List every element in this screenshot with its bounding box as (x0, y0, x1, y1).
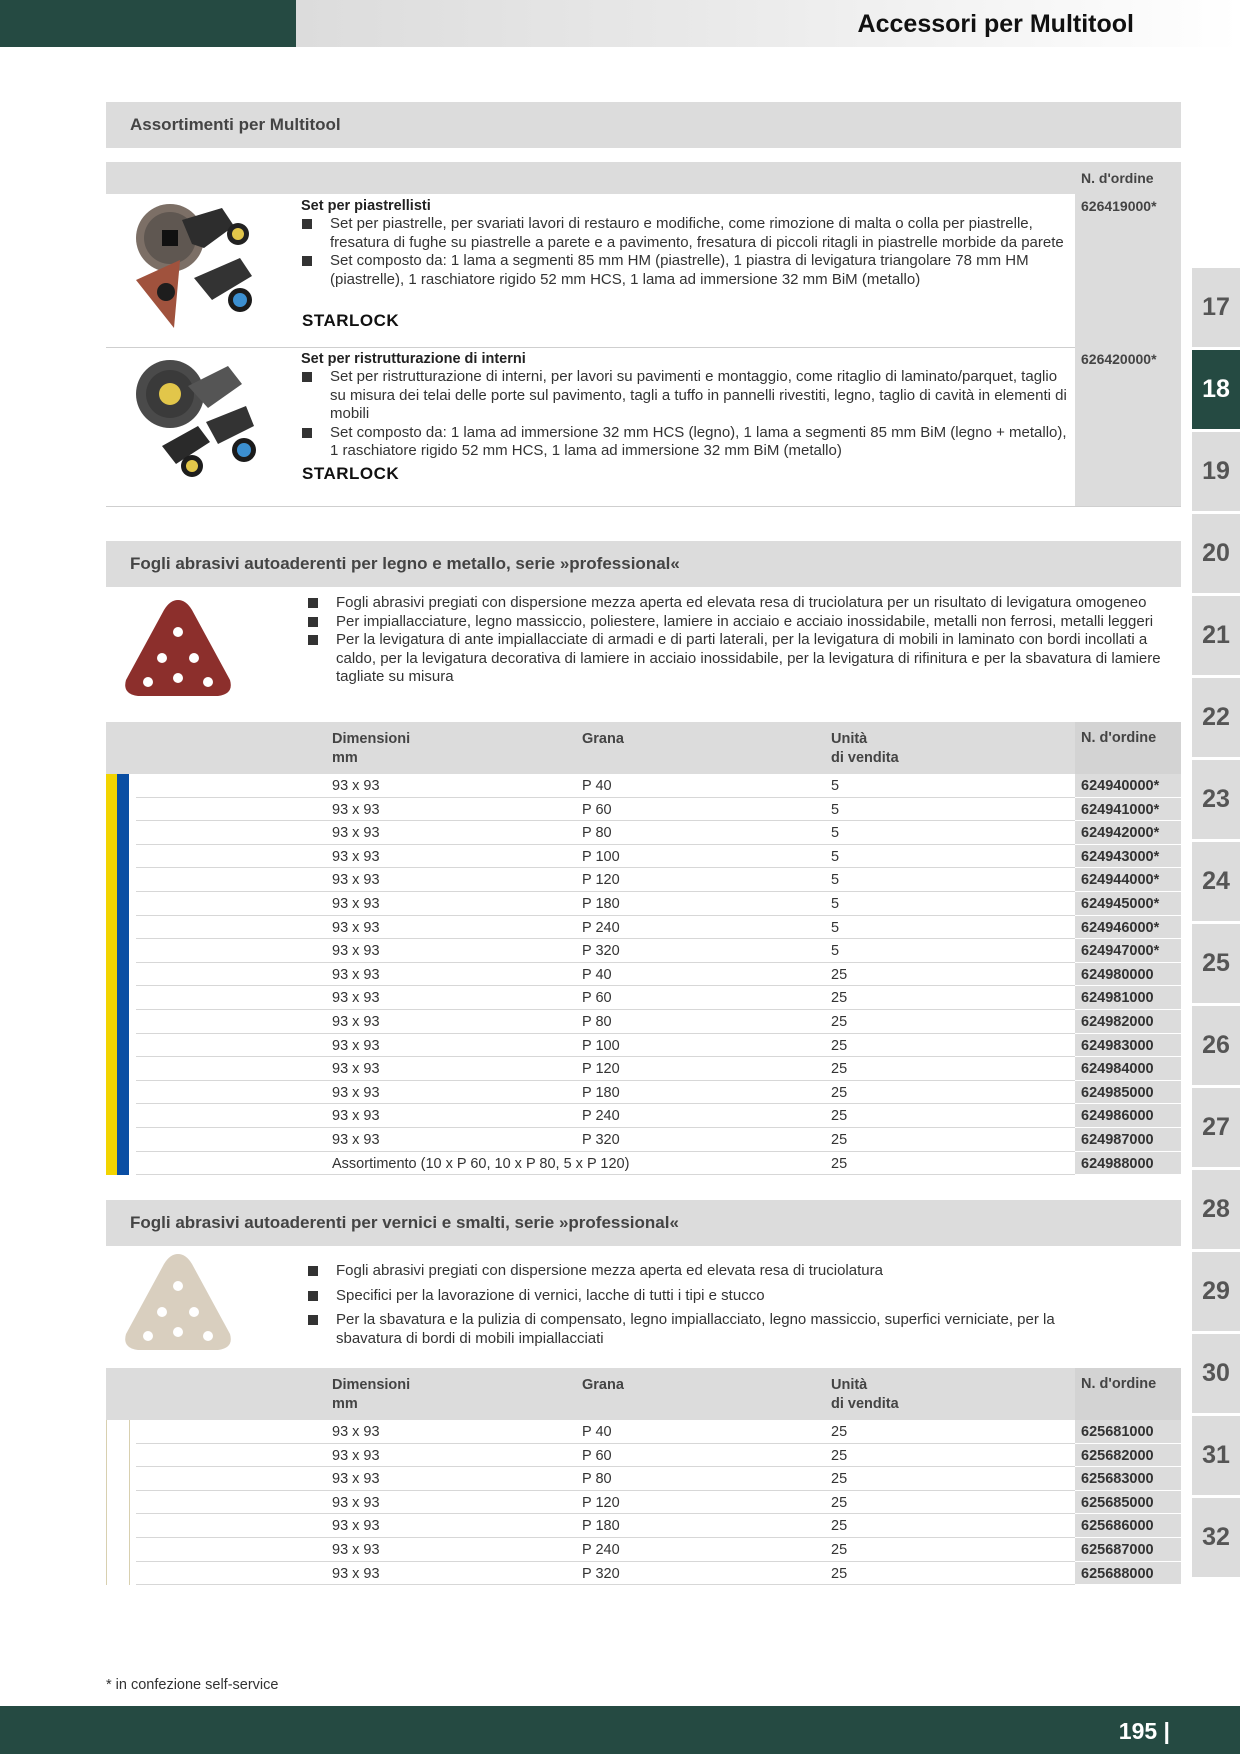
table-row (106, 1514, 1181, 1538)
item-title-renovation-set: Set per ristrutturazione di interni (301, 351, 526, 367)
chapter-tab-18[interactable]: 18 (1192, 350, 1240, 429)
table-row (106, 1444, 1181, 1468)
table-row (106, 821, 1181, 845)
table-row (106, 1057, 1181, 1081)
bullet: Set composto da: 1 lama ad immersione 32 mm HCS (legno), 1 lama a segmenti 85 mm BiM (legno + metallo), 1 raschiatore rigido 52 mm HCS, 1 lama ad immersione 32 mm BiM (metallo) (301, 424, 1071, 461)
color-strip-yellow (106, 798, 117, 822)
assortment-table-header (106, 162, 1181, 194)
cell-order-number: 624947000* (1075, 939, 1181, 963)
cell-dimensions: 93 x 93 (332, 1037, 380, 1054)
cell-unit: 25 (831, 1565, 848, 1582)
color-strip-blue (117, 986, 129, 1010)
cell-dimensions: Assortimento (10 x P 60, 10 x P 80, 5 x P 120) (332, 1155, 630, 1172)
bullet: Set per piastrelle, per svariati lavori di restauro e modifiche, come rimozione di malta o colla per piastrelle, fresatura di fughe su piastrelle a parete e a pavimento, fresatura di piccoli ritagli in piastrelle morbide da parete (301, 215, 1071, 252)
renovation-set-image (122, 356, 262, 491)
cell-dimensions: 93 x 93 (332, 1471, 380, 1488)
cell-grit: P 180 (582, 1518, 620, 1535)
row-divider (136, 1584, 1075, 1585)
order-number-header: N. d'ordine (1081, 170, 1154, 186)
table-row (106, 1538, 1181, 1562)
order-number: 626419000* (1081, 198, 1157, 214)
column-header-dimensions: Dimensioni mm (332, 1377, 411, 1412)
cell-dimensions: 93 x 93 (332, 801, 380, 818)
cell-grit: P 120 (582, 872, 620, 889)
cell-order-number: 624987000 (1075, 1128, 1181, 1152)
table-row (106, 963, 1181, 987)
color-strip-yellow (106, 1081, 117, 1105)
item-bullets-renovation-set (301, 368, 1071, 461)
color-strip-white (106, 1491, 130, 1515)
cell-dimensions: 93 x 93 (332, 848, 380, 865)
cell-grit: P 320 (582, 1132, 620, 1148)
cell-unit: 25 (831, 1132, 848, 1148)
table-row (106, 986, 1181, 1010)
cell-grit: P 40 (582, 1424, 612, 1440)
color-strip-blue (117, 798, 129, 822)
cell-dimensions: 93 x 93 (332, 966, 380, 983)
cell-grit: P 180 (582, 896, 620, 912)
chapter-tab-29[interactable]: 29 (1192, 1252, 1240, 1331)
cell-order-number: 625683000 (1075, 1467, 1181, 1491)
color-strip-white (106, 1538, 130, 1562)
cell-order-number: 624982000 (1075, 1010, 1181, 1034)
cell-grit: P 60 (582, 990, 612, 1007)
cell-order-number: 625681000 (1075, 1420, 1181, 1444)
bullet: Per la sbavatura e la pulizia di compensato, legno impiallacciato, legno massiccio, superfici verniciate, per la sbavatura di bordi di mobili impiallacciati (307, 1311, 1077, 1348)
color-strip-blue (117, 821, 129, 845)
cell-order-number: 624986000 (1075, 1104, 1181, 1128)
cell-order-number: 625686000 (1075, 1514, 1181, 1538)
color-strip-blue (117, 1057, 129, 1081)
cell-order-number: 625687000 (1075, 1538, 1181, 1562)
color-strip-yellow (106, 916, 117, 940)
cell-unit: 25 (831, 1014, 848, 1030)
cell-unit: 5 (831, 896, 840, 912)
color-strip-blue (117, 845, 129, 869)
cell-dimensions: 93 x 93 (332, 1447, 380, 1464)
cell-unit: 5 (831, 848, 840, 865)
section-title: Fogli abrasivi autoaderenti per vernici e smalti, serie »professional« (130, 1213, 679, 1232)
cell-grit: P 60 (582, 1447, 612, 1464)
cell-grit: P 180 (582, 1084, 620, 1101)
cell-unit: 25 (831, 1084, 848, 1101)
cell-grit: P 320 (582, 943, 620, 960)
cell-unit: 25 (831, 1518, 848, 1535)
color-strip-blue (117, 939, 129, 963)
cell-dimensions: 93 x 93 (332, 1565, 380, 1582)
cell-dimensions: 93 x 93 (332, 778, 380, 794)
item-title-tile-set: Set per piastrellisti (301, 198, 431, 214)
cell-dimensions: 93 x 93 (332, 1494, 380, 1511)
column-header-grit: Grana (582, 731, 624, 747)
cell-unit: 5 (831, 919, 840, 936)
cell-order-number: 624944000* (1075, 868, 1181, 892)
cell-unit: 25 (831, 1037, 848, 1054)
color-strip-yellow (106, 939, 117, 963)
cell-unit: 5 (831, 872, 840, 889)
chapter-tab-17[interactable]: 17 (1192, 268, 1240, 347)
color-strip-yellow (106, 774, 117, 798)
cell-dimensions: 93 x 93 (332, 1061, 380, 1078)
cell-dimensions: 93 x 93 (332, 896, 380, 912)
cell-order-number: 624943000* (1075, 845, 1181, 869)
bullet: Fogli abrasivi pregiati con dispersione mezza aperta ed elevata resa di truciolatura per un risultato di levigatura omogeneo (307, 594, 1177, 613)
color-strip-yellow (106, 1152, 117, 1176)
bullet: Per impiallacciature, legno massiccio, poliestere, lamiere in acciaio e acciaio inossidabile, metalli non ferrosi, metalli leggeri (307, 613, 1177, 632)
cell-order-number: 624946000* (1075, 916, 1181, 940)
cell-dimensions: 93 x 93 (332, 1424, 380, 1440)
table-row (106, 892, 1181, 916)
chapter-tab-28[interactable]: 28 (1192, 1170, 1240, 1249)
color-strip-blue (117, 892, 129, 916)
tile-set-image (122, 200, 262, 335)
cell-dimensions: 93 x 93 (332, 943, 380, 960)
header-bar-left (0, 0, 296, 47)
chapter-tab-26[interactable]: 26 (1192, 1006, 1240, 1085)
color-strip-yellow (106, 1057, 117, 1081)
chapter-tab-32[interactable]: 32 (1192, 1498, 1240, 1577)
table-row (106, 1562, 1181, 1586)
cell-order-number: 624985000 (1075, 1081, 1181, 1105)
row-divider (106, 506, 1181, 507)
bullet: Fogli abrasivi pregiati con dispersione mezza aperta ed elevata resa di truciolatura (307, 1262, 1077, 1281)
footer-bar (0, 1706, 1240, 1754)
color-strip-blue (117, 1081, 129, 1105)
cell-grit: P 40 (582, 966, 612, 983)
cell-order-number: 624981000 (1075, 986, 1181, 1010)
color-strip-blue (117, 1152, 129, 1176)
starlock-logo: STARLOCK (302, 464, 400, 483)
bullet: Set composto da: 1 lama a segmenti 85 mm HM (piastrelle), 1 piastra di levigatura triangolare 78 mm HM (piastrelle), 1 raschiatore rigido 52 mm HCS, 1 lama ad immersione 32 mm BiM (metallo) (301, 252, 1071, 289)
cell-order-number: 624988000 (1075, 1152, 1181, 1176)
color-strip-yellow (106, 1104, 117, 1128)
chapter-tab-20[interactable]: 20 (1192, 514, 1240, 593)
page-title: Accessori per Multitool (857, 10, 1134, 38)
cell-order-number: 624984000 (1075, 1057, 1181, 1081)
section-header-assortments (106, 102, 1181, 148)
cell-grit: P 80 (582, 1471, 612, 1488)
section-title: Fogli abrasivi autoaderenti per legno e metallo, serie »professional« (130, 554, 680, 573)
chapter-tab-30[interactable]: 30 (1192, 1334, 1240, 1413)
starlock-logo: STARLOCK (302, 311, 400, 330)
color-strip-yellow (106, 868, 117, 892)
table-row (106, 868, 1181, 892)
cell-unit: 5 (831, 778, 840, 794)
cell-unit: 25 (831, 1108, 848, 1125)
table-row (106, 845, 1181, 869)
color-strip-yellow (106, 892, 117, 916)
cell-grit: P 40 (582, 778, 612, 794)
cell-unit: 5 (831, 801, 840, 818)
color-strip-blue (117, 1010, 129, 1034)
column-header-unit: Unità di vendita (831, 731, 899, 766)
table-row (106, 1104, 1181, 1128)
cell-dimensions: 93 x 93 (332, 825, 380, 842)
bullet: Specifici per la lavorazione di vernici, lacche di tutti i tipi e stucco (307, 1287, 1077, 1306)
cell-dimensions: 93 x 93 (332, 990, 380, 1007)
cell-dimensions: 93 x 93 (332, 872, 380, 889)
color-strip-yellow (106, 986, 117, 1010)
cell-unit: 25 (831, 1494, 848, 1511)
chapter-tab-19[interactable]: 19 (1192, 432, 1240, 511)
cell-order-number: 624945000* (1075, 892, 1181, 916)
color-strip-blue (117, 868, 129, 892)
color-strip-white (106, 1562, 130, 1586)
color-strip-white (106, 1467, 130, 1491)
cell-dimensions: 93 x 93 (332, 1132, 380, 1148)
chapter-tab-27[interactable]: 27 (1192, 1088, 1240, 1167)
column-header-dimensions: Dimensioni mm (332, 731, 411, 766)
paint-table-header (106, 1368, 1181, 1420)
color-strip-yellow (106, 1034, 117, 1058)
section-title: Assortimenti per Multitool (130, 115, 341, 134)
wood-metal-bullets (307, 594, 1177, 687)
cell-order-number: 624940000* (1075, 774, 1181, 798)
paint-bullets (307, 1262, 1077, 1354)
color-strip-blue (117, 1034, 129, 1058)
cell-unit: 5 (831, 943, 840, 960)
item-bullets-tile-set (301, 215, 1071, 289)
table-row (106, 1420, 1181, 1444)
cell-unit: 25 (831, 1061, 848, 1078)
column-header-order-number: N. d'ordine (1075, 722, 1181, 774)
row-divider (136, 1174, 1075, 1175)
chapter-tabs (1192, 268, 1240, 1580)
cell-grit: P 80 (582, 1014, 612, 1030)
cell-dimensions: 93 x 93 (332, 919, 380, 936)
cell-unit: 5 (831, 825, 840, 842)
chapter-tab-25[interactable]: 25 (1192, 924, 1240, 1003)
cell-order-number: 624941000* (1075, 798, 1181, 822)
bullet: Set per ristrutturazione di interni, per lavori su pavimenti e montaggio, come ritaglio di laminato/parquet, taglio su misura dei telai delle porte sul pavimento, tagli a tuffo in pannelli rivestiti, legno, taglio di cavità in elementi di mobili (301, 368, 1071, 424)
column-header-order-number: N. d'ordine (1075, 1368, 1181, 1420)
cell-unit: 25 (831, 1542, 848, 1558)
cell-order-number: 625685000 (1075, 1491, 1181, 1515)
chapter-tab-21[interactable]: 21 (1192, 596, 1240, 675)
cell-grit: P 240 (582, 919, 620, 936)
cell-grit: P 100 (582, 848, 620, 865)
wood-metal-table-header (106, 722, 1181, 774)
cell-dimensions: 93 x 93 (332, 1084, 380, 1101)
table-row (106, 916, 1181, 940)
color-strip-white (106, 1444, 130, 1468)
cell-unit: 25 (831, 1424, 848, 1440)
section-header-paint (106, 1200, 1181, 1246)
red-sanding-sheet-image (122, 596, 234, 700)
cell-unit: 25 (831, 990, 848, 1007)
cell-grit: P 240 (582, 1108, 620, 1125)
table-row (106, 1128, 1181, 1152)
cell-grit: P 80 (582, 825, 612, 842)
color-strip-blue (117, 1104, 129, 1128)
cell-order-number: 625682000 (1075, 1444, 1181, 1468)
column-header-grit: Grana (582, 1377, 624, 1393)
table-row (106, 1467, 1181, 1491)
cell-unit: 25 (831, 1471, 848, 1488)
row-divider (106, 347, 1075, 348)
cell-dimensions: 93 x 93 (332, 1108, 380, 1125)
section-header-wood-metal (106, 541, 1181, 587)
table-row (106, 1081, 1181, 1105)
table-row (106, 1491, 1181, 1515)
cell-order-number: 624942000* (1075, 821, 1181, 845)
color-strip-yellow (106, 963, 117, 987)
beige-sanding-sheet-image (122, 1250, 234, 1352)
cell-unit: 25 (831, 966, 848, 983)
cell-dimensions: 93 x 93 (332, 1014, 380, 1030)
table-row (106, 939, 1181, 963)
table-row (106, 1152, 1181, 1176)
color-strip-blue (117, 1128, 129, 1152)
page-number: 195 | (1118, 1718, 1170, 1744)
color-strip-blue (117, 916, 129, 940)
table-row (106, 1010, 1181, 1034)
table-row (106, 798, 1181, 822)
cell-grit: P 60 (582, 801, 612, 818)
bullet: Per la levigatura di ante impiallacciate di armadi e di parti laterali, per la levigatura di mobili in laminato con bordi incollati a caldo, per la levigatura decorativa di lamiere in acciaio inossidabile, per la levigatura di rifinitura e per la sbavatura di lamiere tagliate su misura (307, 631, 1177, 687)
cell-grit: P 120 (582, 1494, 620, 1511)
cell-unit: 25 (831, 1447, 848, 1464)
cell-dimensions: 93 x 93 (332, 1518, 380, 1535)
cell-dimensions: 93 x 93 (332, 1542, 380, 1558)
cell-order-number: 625688000 (1075, 1562, 1181, 1586)
cell-grit: P 240 (582, 1542, 620, 1558)
cell-unit: 25 (831, 1155, 848, 1172)
cell-grit: P 320 (582, 1565, 620, 1582)
color-strip-blue (117, 963, 129, 987)
chapter-tab-31[interactable]: 31 (1192, 1416, 1240, 1495)
table-row (106, 1034, 1181, 1058)
color-strip-white (106, 1420, 130, 1444)
color-strip-yellow (106, 821, 117, 845)
table-row (106, 774, 1181, 798)
color-strip-blue (117, 774, 129, 798)
chapter-tab-23[interactable]: 23 (1192, 760, 1240, 839)
cell-grit: P 100 (582, 1037, 620, 1054)
color-strip-yellow (106, 1128, 117, 1152)
color-strip-white (106, 1514, 130, 1538)
order-number: 626420000* (1081, 351, 1157, 367)
cell-order-number: 624983000 (1075, 1034, 1181, 1058)
chapter-tab-22[interactable]: 22 (1192, 678, 1240, 757)
chapter-tab-24[interactable]: 24 (1192, 842, 1240, 921)
order-number-column (1075, 194, 1181, 506)
cell-order-number: 624980000 (1075, 963, 1181, 987)
footnote: * in confezione self-service (106, 1677, 279, 1693)
color-strip-yellow (106, 1010, 117, 1034)
color-strip-yellow (106, 845, 117, 869)
cell-grit: P 120 (582, 1061, 620, 1078)
column-header-unit: Unità di vendita (831, 1377, 899, 1412)
